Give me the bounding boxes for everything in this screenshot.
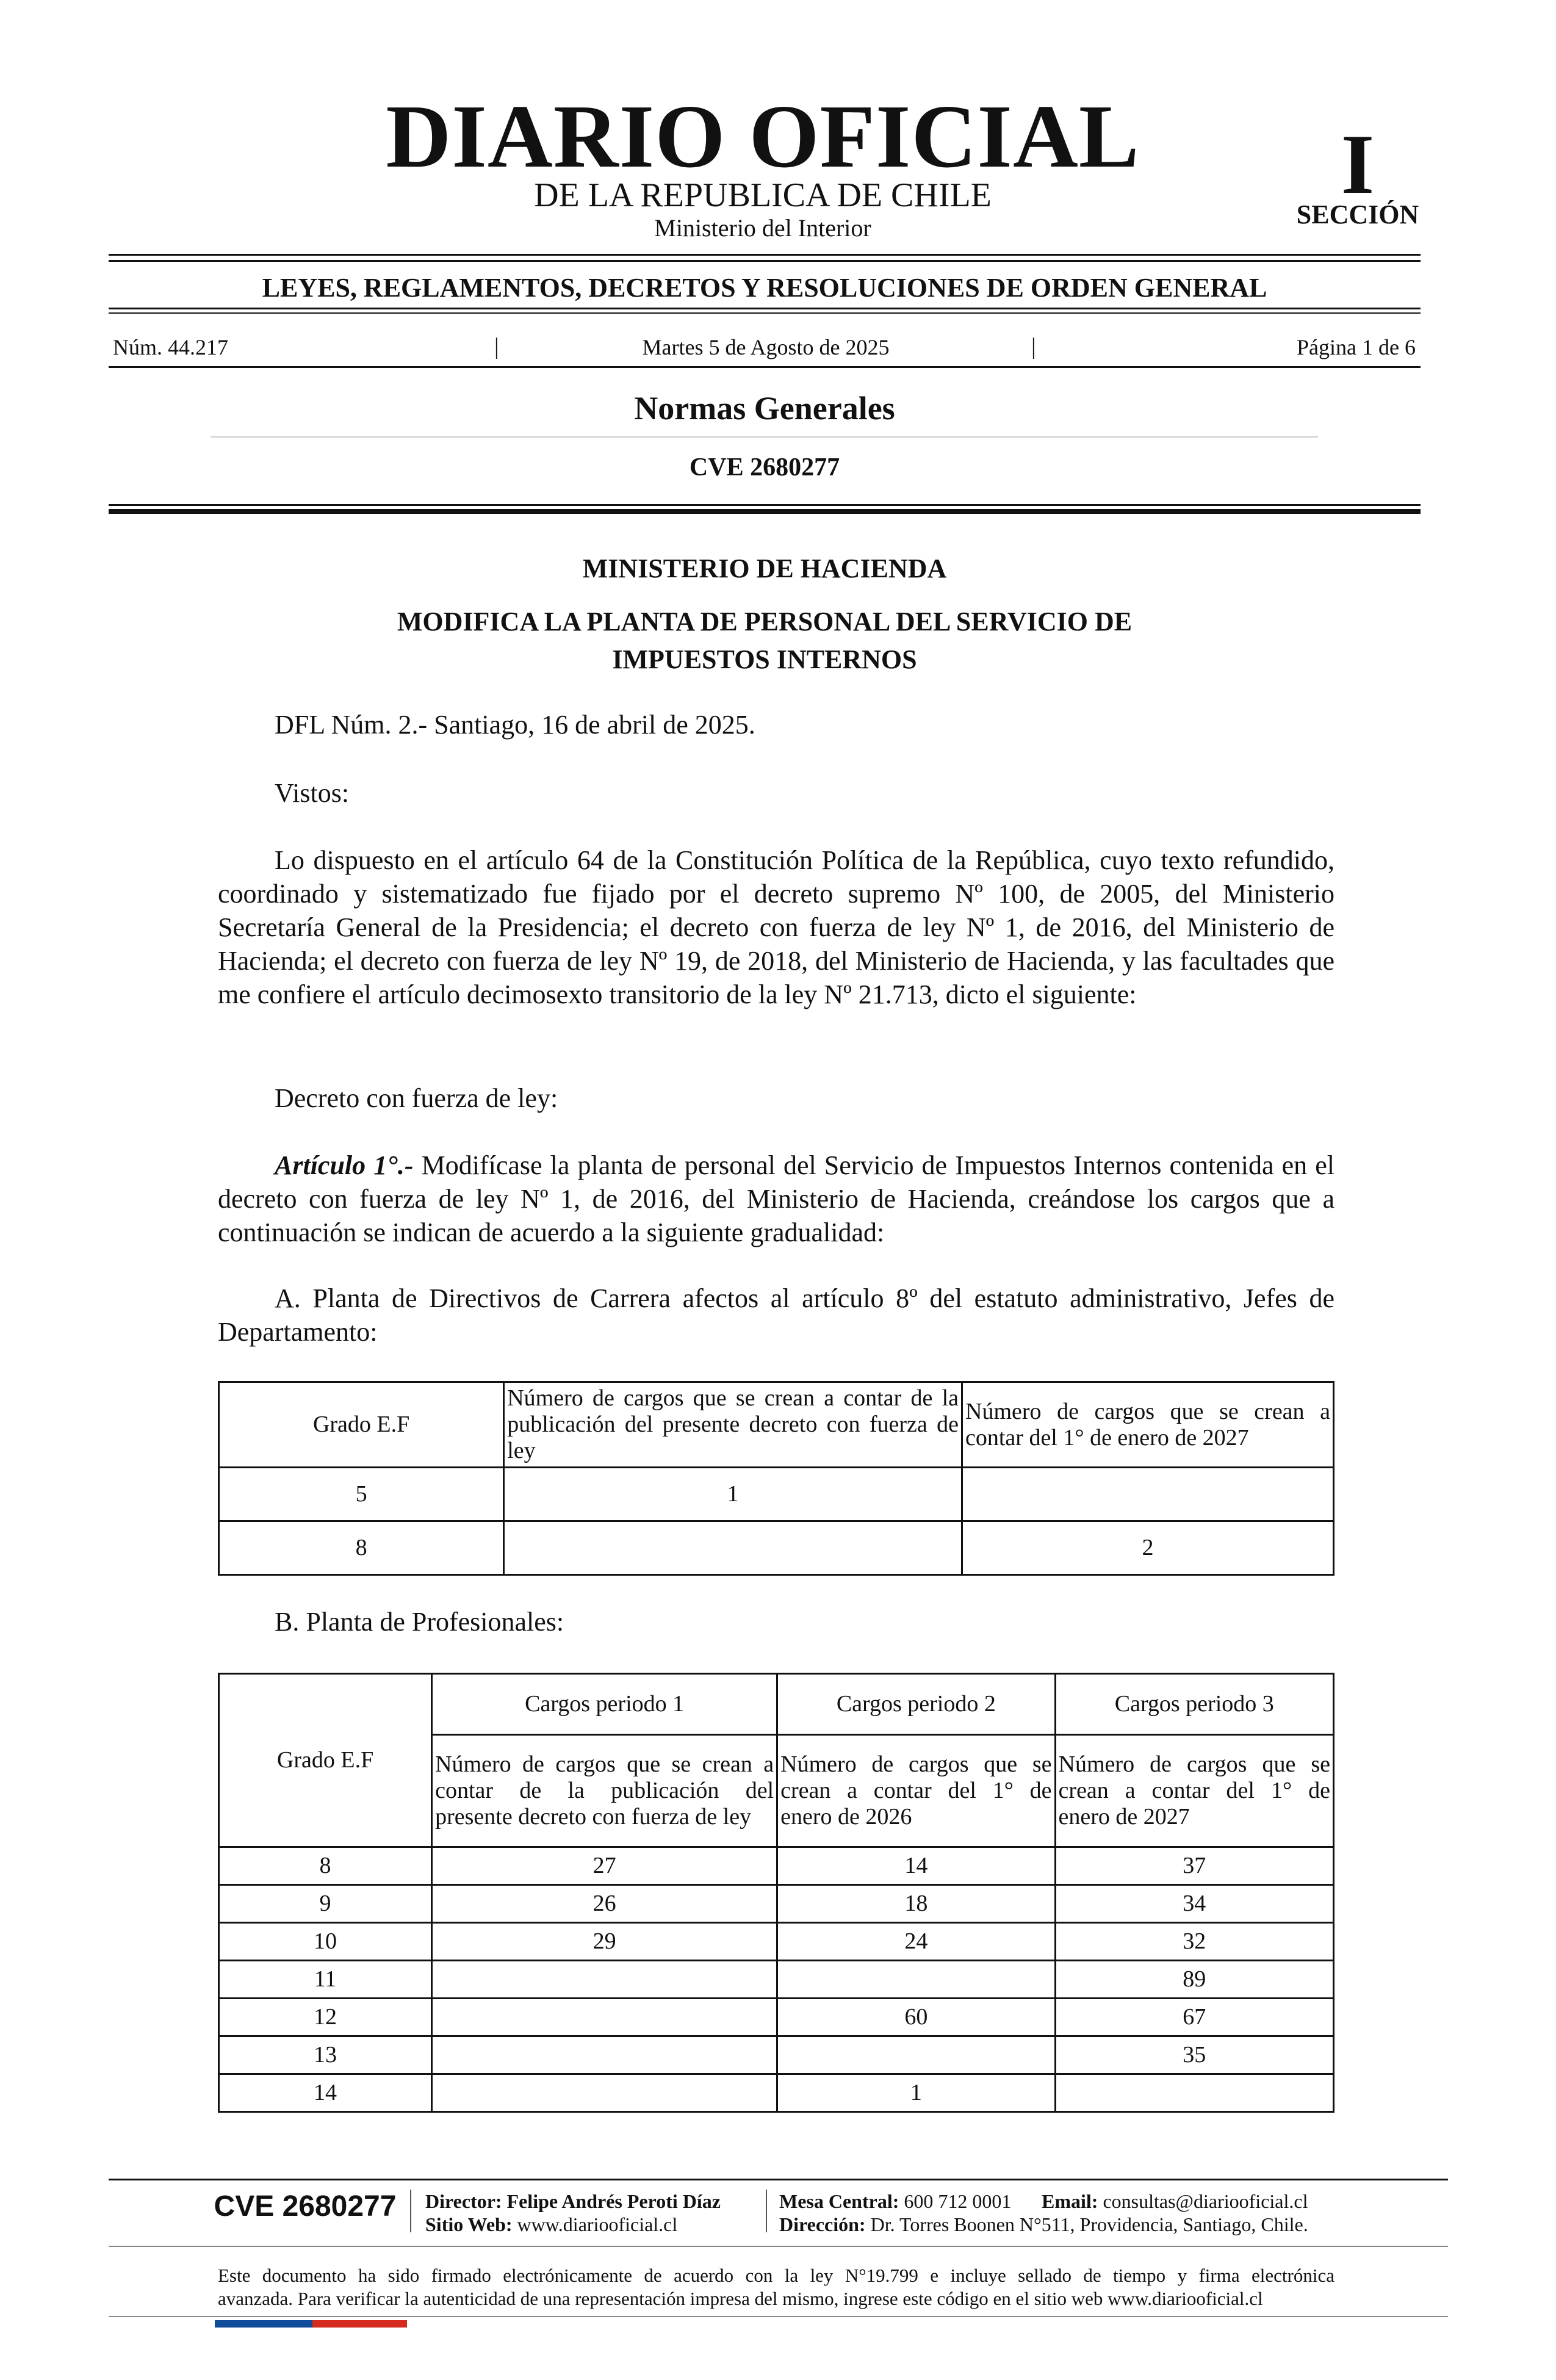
- cell-value: 60: [777, 1999, 1055, 2036]
- article-text: Modifícase la planta de personal del Servicio de Impuestos Internos contenida en el decreto con fuerza de ley Nº 1, de 2016, del Ministerio de Hacienda, creándose los cargos que a continuación se indican de acuerdo a la siguiente gradualidad:: [218, 1150, 1335, 1247]
- web-label: Sitio Web:: [425, 2213, 513, 2235]
- decreto-label: Decreto con fuerza de ley:: [275, 1083, 558, 1113]
- separator: |: [1031, 334, 1036, 359]
- cell-value: 67: [1055, 1999, 1333, 2036]
- article-paragraph: [218, 1149, 1334, 1249]
- table-row: [219, 1468, 1334, 1521]
- table-row: [219, 2074, 1334, 2112]
- cell-value: [432, 1999, 777, 2036]
- cell-value: [1055, 2074, 1333, 2112]
- banner-laws: LEYES, REGLAMENTOS, DECRETOS Y RESOLUCIONES DE ORDEN GENERAL: [262, 273, 1267, 303]
- cell-grado: 14: [219, 2074, 432, 2112]
- footer-email: [1042, 2190, 1308, 2213]
- header-grado: Grado E.F: [219, 1382, 504, 1468]
- footer-separator: [410, 2190, 411, 2232]
- cell-value: 1: [504, 1468, 962, 1521]
- cell-value: 2: [962, 1521, 1334, 1575]
- cell-value: 26: [432, 1885, 777, 1923]
- cell-grado: 5: [219, 1468, 504, 1521]
- footer-cve: CVE 2680277: [214, 2190, 397, 2223]
- header-periodo-1: Cargos periodo 1: [432, 1674, 777, 1735]
- cell-value: [962, 1468, 1334, 1521]
- table-row: [219, 1999, 1334, 2036]
- divider: [109, 366, 1421, 368]
- subheader-2026: Número de cargos que se crean a contar del 1° de enero de 2026: [777, 1735, 1055, 1847]
- newspaper-subtitle: DE LA REPUBLICA DE CHILE: [534, 176, 992, 214]
- newspaper-title: DIARIO OFICIAL: [386, 87, 1140, 187]
- divider: [109, 504, 1421, 506]
- footer-divider: [109, 2179, 1448, 2180]
- table-row: [219, 2036, 1334, 2074]
- director-label: Director:: [425, 2190, 502, 2212]
- footer-address: [779, 2213, 1308, 2236]
- section-title: Normas Generales: [634, 390, 895, 427]
- article-label: Artículo 1°.-: [275, 1150, 414, 1180]
- cve-code: CVE 2680277: [689, 453, 840, 481]
- section-number: I: [1341, 117, 1375, 212]
- footer-director: [425, 2190, 721, 2213]
- cell-value: 24: [777, 1923, 1055, 1961]
- document-title: [109, 603, 1421, 679]
- header-2027: Número de cargos que se crean a contar del 1° de enero de 2027: [962, 1382, 1334, 1468]
- footer-divider: [109, 2316, 1448, 2317]
- table-row: [219, 1521, 1334, 1575]
- cell-value: 35: [1055, 2036, 1333, 2074]
- footer-separator: [766, 2190, 767, 2232]
- email-link[interactable]: consultas@diariooficial.cl: [1103, 2190, 1308, 2212]
- vistos-paragraph: [218, 843, 1334, 1011]
- cell-grado: 10: [219, 1923, 432, 1961]
- cell-value: [504, 1521, 962, 1575]
- divider: [109, 312, 1421, 314]
- header-publicacion: Número de cargos que se crean a contar de la publicación del presente decreto con fuerza de ley: [504, 1382, 962, 1468]
- email-label: Email:: [1042, 2190, 1098, 2212]
- table-header-row: [219, 1382, 1334, 1468]
- flag-stripe-red: [312, 2320, 407, 2328]
- web-link[interactable]: www.diariooficial.cl: [517, 2213, 678, 2235]
- separator: |: [494, 334, 499, 359]
- document-ministry: MINISTERIO DE HACIENDA: [582, 554, 947, 583]
- footer-legal-line: Este documento ha sido firmado electrónicamente de acuerdo con la ley N°19.799 e incluye sellado de tiempo y firma electrónica: [218, 2265, 1334, 2286]
- thick-divider: [109, 509, 1421, 514]
- document-title-line: MODIFICA LA PLANTA DE PERSONAL DEL SERVICIO DE: [397, 607, 1133, 636]
- cell-value: [432, 2036, 777, 2074]
- subheader-publicacion: Número de cargos que se crean a contar de la publicación del presente decreto con fuerza de ley: [432, 1735, 777, 1847]
- table-row: [219, 1961, 1334, 1999]
- address-label: Dirección:: [779, 2213, 866, 2235]
- table-profesionales: [218, 1673, 1334, 2113]
- cell-value: 27: [432, 1847, 777, 1885]
- footer-mesa: [779, 2190, 1011, 2213]
- header-periodo-3: Cargos periodo 3: [1055, 1674, 1333, 1735]
- cell-grado: 8: [219, 1521, 504, 1575]
- section-b-label: B. Planta de Profesionales:: [275, 1607, 564, 1637]
- table-directivos: [218, 1381, 1334, 1576]
- table-row: [219, 1847, 1334, 1885]
- cell-value: 89: [1055, 1961, 1333, 1999]
- table-row: [219, 1923, 1334, 1961]
- footer-website: [425, 2213, 677, 2236]
- subheader-2027: Número de cargos que se crean a contar del 1° de enero de 2027: [1055, 1735, 1333, 1847]
- cell-value: 37: [1055, 1847, 1333, 1885]
- cell-value: 1: [777, 2074, 1055, 2112]
- footer-divider: [109, 2246, 1448, 2247]
- section-a-text: A. Planta de Directivos de Carrera afectos al artículo 8º del estatuto administrativo, Jefes de Departamento:: [218, 1283, 1334, 1347]
- vistos-label: Vistos:: [275, 778, 350, 808]
- ministry-line: Ministerio del Interior: [654, 214, 871, 242]
- header-periodo-2: Cargos periodo 2: [777, 1674, 1055, 1735]
- cell-value: [432, 2074, 777, 2112]
- divider: [109, 254, 1421, 256]
- section-a-paragraph: [218, 1282, 1334, 1349]
- issue-date: Martes 5 de Agosto de 2025: [642, 335, 890, 359]
- table-row: [219, 1885, 1334, 1923]
- cell-grado: 11: [219, 1961, 432, 1999]
- divider: [109, 260, 1421, 262]
- cell-value: 32: [1055, 1923, 1333, 1961]
- divider: [109, 308, 1421, 309]
- issue-number: Núm. 44.217: [113, 335, 228, 359]
- cell-grado: 8: [219, 1847, 432, 1885]
- page-indicator: Página 1 de 6: [1297, 335, 1416, 359]
- section-label: SECCIÓN: [1296, 200, 1419, 229]
- cell-value: [432, 1961, 777, 1999]
- cell-value: [777, 1961, 1055, 1999]
- table-header-row: [219, 1674, 1334, 1735]
- document-title-line: IMPUESTOS INTERNOS: [612, 644, 917, 674]
- cell-value: 14: [777, 1847, 1055, 1885]
- header-grado: Grado E.F: [219, 1674, 432, 1847]
- mesa-label: Mesa Central:: [779, 2190, 899, 2212]
- director-name: Felipe Andrés Peroti Díaz: [506, 2190, 721, 2212]
- flag-stripe-blue: [215, 2320, 312, 2328]
- dfl-line: DFL Núm. 2.- Santiago, 16 de abril de 2025.: [275, 710, 755, 740]
- thin-divider: [211, 436, 1318, 438]
- footer-legal-line: avanzada. Para verificar la autenticidad de una representación impresa del mismo, ingrese este código en el sitio web www.diariooficial.cl: [218, 2288, 1263, 2309]
- vistos-text: Lo dispuesto en el artículo 64 de la Constitución Política de la República, cuyo texto refundido, coordinado y sistematizado fue fijado por el decreto supremo Nº 100, de 2005, del Ministerio Secretaría General de la Presidencia; el decreto con fuerza de ley Nº 1, de 2016, del Ministerio de Hacienda; el decreto con fuerza de ley Nº 19, de 2018, del Ministerio de Hacienda, y las facultades que me confiere el artículo decimosexto transitorio de la ley Nº 21.713, dicto el siguiente:: [218, 845, 1334, 1009]
- cell-grado: 9: [219, 1885, 432, 1923]
- cell-value: 29: [432, 1923, 777, 1961]
- cell-grado: 12: [219, 1999, 432, 2036]
- address-value: Dr. Torres Boonen N°511, Providencia, Santiago, Chile.: [870, 2213, 1308, 2235]
- cell-value: 34: [1055, 1885, 1333, 1923]
- cell-value: 18: [777, 1885, 1055, 1923]
- mesa-phone: 600 712 0001: [904, 2190, 1012, 2212]
- cell-grado: 13: [219, 2036, 432, 2074]
- cell-value: [777, 2036, 1055, 2074]
